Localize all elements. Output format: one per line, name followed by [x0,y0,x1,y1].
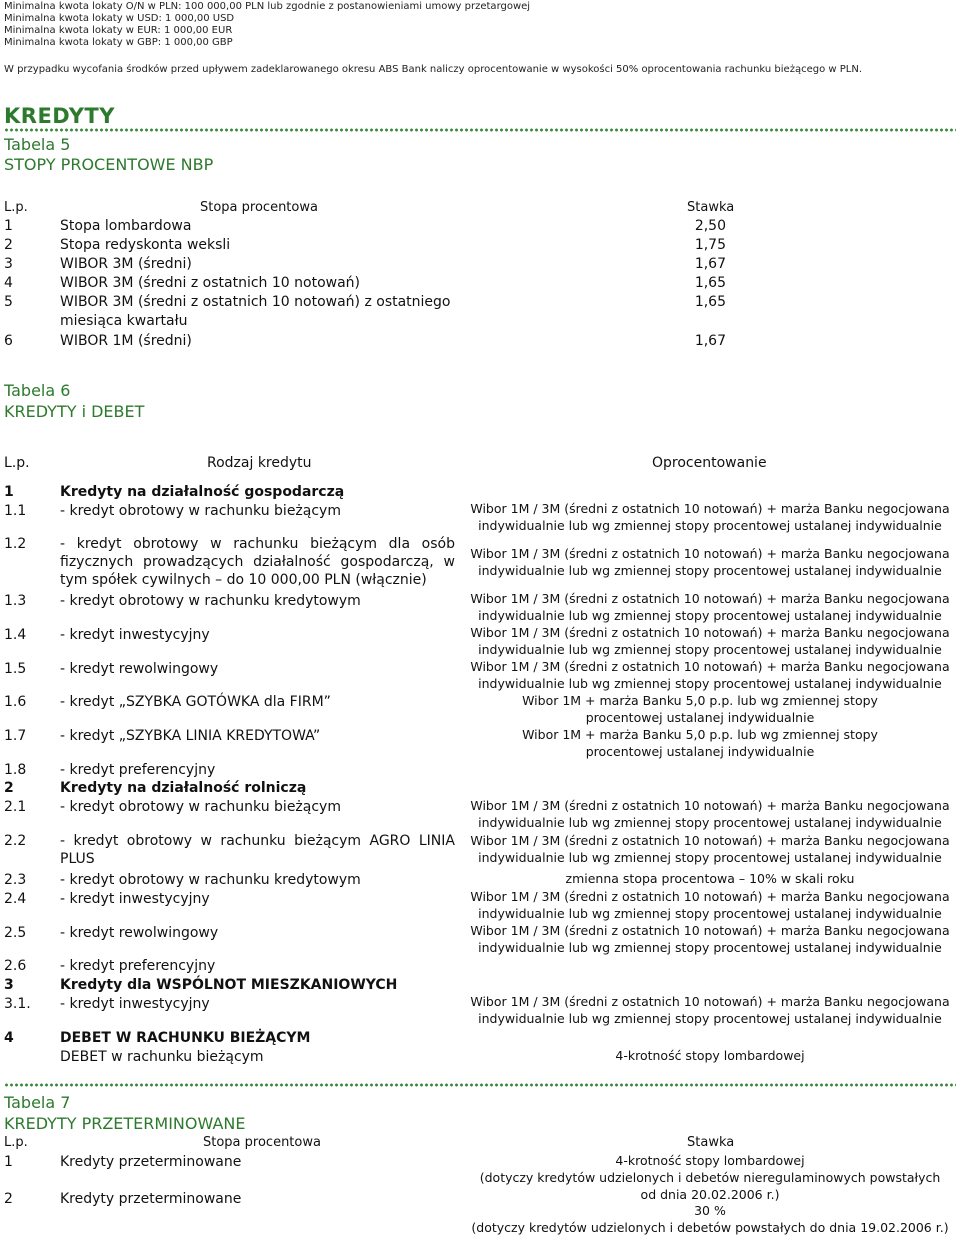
row-name: - kredyt obrotowy w rachunku kredytowym [60,593,361,609]
row-name: Kredyty przeterminowane [60,1191,242,1207]
row-lp: 5 [4,294,13,310]
table7-title: Tabela 7 [4,1093,71,1112]
row-lp: 2.2 [4,833,27,849]
table6-col-lp: L.p. [4,455,30,471]
row-rate: Wibor 1M / 3M (średni z ostatnich 10 notowań) + marża Banku negocjowana indywidualnie lub wg zmiennej stopy procentowej ustalanej indywidualnie [470,994,950,1026]
header-note: Minimalna kwota lokaty w USD: 1 000,00 USD [4,13,235,24]
row-name: DEBET W RACHUNKU BIEŻĄCYM [60,1030,311,1046]
row-name: - kredyt obrotowy w rachunku kredytowym [60,872,361,888]
row-name: - kredyt inwestycyjny [60,996,210,1012]
row-name: - kredyt obrotowy w rachunku bieżącym [60,799,341,815]
row-rate: 1,67 [694,256,726,272]
row-lp: 2.1 [4,799,27,815]
row-name: - kredyt obrotowy w rachunku bieżącym AGRO LINIA PLUS [60,833,455,867]
row-rate: Wibor 1M / 3M (średni z ostatnich 10 notowań) + marża Banku negocjowana indywidualnie lub wg zmiennej stopy procentowej ustalanej indywidualnie [470,546,950,578]
row-lp: 3 [4,256,13,272]
row-lp: 1.5 [4,661,27,677]
table6-col-rate: Oprocentowanie [652,455,767,471]
row-name: - kredyt „SZYBKA LINIA KREDYTOWA” [60,728,321,744]
row-lp: 2.5 [4,925,27,941]
row-lp: 1.7 [4,728,27,744]
row-name: WIBOR 3M (średni) [60,256,192,272]
row-rate: Wibor 1M / 3M (średni z ostatnich 10 notowań) + marża Banku negocjowana indywidualnie lub wg zmiennej stopy procentowej ustalanej indywidualnie [470,798,950,830]
table6-subtitle: KREDYTY i DEBET [4,402,145,421]
row-name: WIBOR 1M (średni) [60,333,192,349]
row-name: Kredyty dla WSPÓLNOT MIESZKANIOWYCH [60,977,398,993]
row-lp: 4 [4,1030,14,1046]
row-lp: 1 [4,1154,13,1170]
header-note: Minimalna kwota lokaty O/N w PLN: 100 000,00 PLN lub zgodnie z postanowieniami umowy przetargowej [4,1,531,12]
row-rate: 2,50 [694,218,726,234]
header-note: Minimalna kwota lokaty w GBP: 1 000,00 GBP [4,37,233,48]
row-lp: 1.4 [4,627,27,643]
row-lp: 1.8 [4,762,27,778]
table6-col-name: Rodzaj kredytu [207,455,312,471]
table5-col-lp: L.p. [4,200,28,215]
header-note: Minimalna kwota lokaty w EUR: 1 000,00 EUR [4,25,233,36]
table5-title: Tabela 5 [4,135,71,154]
row-rate: Wibor 1M / 3M (średni z ostatnich 10 notowań) + marża Banku negocjowana indywidualnie lub wg zmiennej stopy procentowej ustalanej indywidualnie [470,923,950,955]
row-name-cont: DEBET w rachunku bieżącym [60,1049,264,1065]
row-name: - kredyt preferencyjny [60,958,216,974]
row-lp: 1.2 [4,536,27,552]
row-name: - kredyt inwestycyjny [60,891,210,907]
row-lp: 2.3 [4,872,27,888]
early-withdrawal-note: W przypadku wycofania środków przed upływem zadeklarowanego okresu ABS Bank naliczy oprocentowanie w wysokości 50% oprocentowania rachunku bieżącego w PLN. [4,64,862,75]
row-rate: Wibor 1M / 3M (średni z ostatnich 10 notowań) + marża Banku negocjowana indywidualnie lub wg zmiennej stopy procentowej ustalanej indywidualnie [470,501,950,533]
row-name: Kredyty na działalność gospodarczą [60,484,345,500]
dotted-divider [4,1083,956,1087]
row-rate: Wibor 1M + marża Banku 5,0 p.p. lub wg zmiennej stopy procentowej ustalanej indywidualnie [522,693,878,725]
table5-col-rate: Stawka [687,200,735,215]
table7-subtitle: KREDYTY PRZETERMINOWANE [4,1114,246,1133]
row-rate: zmienna stopa procentowa – 10% w skali roku [565,871,855,886]
row-rate: Wibor 1M / 3M (średni z ostatnich 10 notowań) + marża Banku negocjowana indywidualnie lub wg zmiennej stopy procentowej ustalanej indywidualnie [470,659,950,691]
row-rate: 30 % [694,1203,726,1218]
row-lp: 4 [4,275,13,291]
row-rate: 4-krotność stopy lombardowej [615,1048,805,1063]
row-rate: 1,65 [694,275,726,291]
row-lp: 1 [4,218,13,234]
row-name: - kredyt preferencyjny [60,762,216,778]
table7-col-lp: L.p. [4,1135,28,1150]
row-rate: Wibor 1M / 3M (średni z ostatnich 10 notowań) + marża Banku negocjowana indywidualnie lub wg zmiennej stopy procentowej ustalanej indywidualnie [470,625,950,657]
row-rate: Wibor 1M / 3M (średni z ostatnich 10 notowań) + marża Banku negocjowana indywidualnie lub wg zmiennej stopy procentowej ustalanej indywidualnie [470,833,950,865]
row-name-cont: miesiąca kwartału [60,313,188,329]
row-rate: Wibor 1M + marża Banku 5,0 p.p. lub wg zmiennej stopy procentowej ustalanej indywidualnie [522,727,878,759]
row-rate-note: (dotyczy kredytów udzielonych i debetów powstałych do dnia 19.02.2006 r.) [471,1220,949,1235]
row-name: Stopa redyskonta weksli [60,237,231,253]
row-name: - kredyt obrotowy w rachunku bieżącym [60,503,341,519]
row-lp: 2 [4,237,13,253]
row-rate: Wibor 1M / 3M (średni z ostatnich 10 notowań) + marża Banku negocjowana indywidualnie lub wg zmiennej stopy procentowej ustalanej indywidualnie [470,889,950,921]
row-name: Kredyty na działalność rolniczą [60,780,307,796]
row-rate: 1,65 [694,294,726,310]
row-lp: 6 [4,333,13,349]
row-name: - kredyt obrotowy w rachunku bieżącym dla osób fizycznych prowadzących działalność gospodarczą, w tym spółek cywilnych – do 10 000,00 PLN (włącznie) [60,536,455,588]
row-lp: 2.6 [4,958,27,974]
row-name: - kredyt inwestycyjny [60,627,210,643]
row-name: WIBOR 3M (średni z ostatnich 10 notowań) z ostatniego [60,294,451,310]
row-name: WIBOR 3M (średni z ostatnich 10 notowań) [60,275,361,291]
row-lp: 1.1 [4,503,27,519]
table5-col-name: Stopa procentowa [200,200,318,215]
row-lp: 2.4 [4,891,27,907]
dotted-divider [4,128,956,132]
row-rate: Wibor 1M / 3M (średni z ostatnich 10 notowań) + marża Banku negocjowana indywidualnie lub wg zmiennej stopy procentowej ustalanej indywidualnie [470,591,950,623]
row-name: - kredyt rewolwingowy [60,661,219,677]
row-lp: 1.6 [4,694,27,710]
row-rate: 1,67 [694,333,726,349]
table7-col-rate: Stawka [687,1135,735,1150]
row-name: Stopa lombardowa [60,218,192,234]
row-lp: 2 [4,780,14,796]
table6-title: Tabela 6 [4,381,71,400]
row-name: - kredyt „SZYBKA GOTÓWKA dla FIRM” [60,694,331,710]
section-title: KREDYTY [4,104,115,128]
row-lp: 3 [4,977,14,993]
row-name: Kredyty przeterminowane [60,1154,242,1170]
row-lp: 1.3 [4,593,27,609]
row-lp: 2 [4,1191,13,1207]
row-rate: 1,75 [694,237,726,253]
row-rate-note: (dotyczy kredytów udzielonych i debetów nieregulaminowych powstałych od dnia 20.02.2006 r.) [479,1170,941,1202]
row-name: - kredyt rewolwingowy [60,925,219,941]
row-lp: 1 [4,484,14,500]
row-rate: 4-krotność stopy lombardowej [615,1153,805,1168]
table5-subtitle: STOPY PROCENTOWE NBP [4,155,214,174]
table7-col-name: Stopa procentowa [203,1135,321,1150]
row-lp: 3.1. [4,996,31,1012]
